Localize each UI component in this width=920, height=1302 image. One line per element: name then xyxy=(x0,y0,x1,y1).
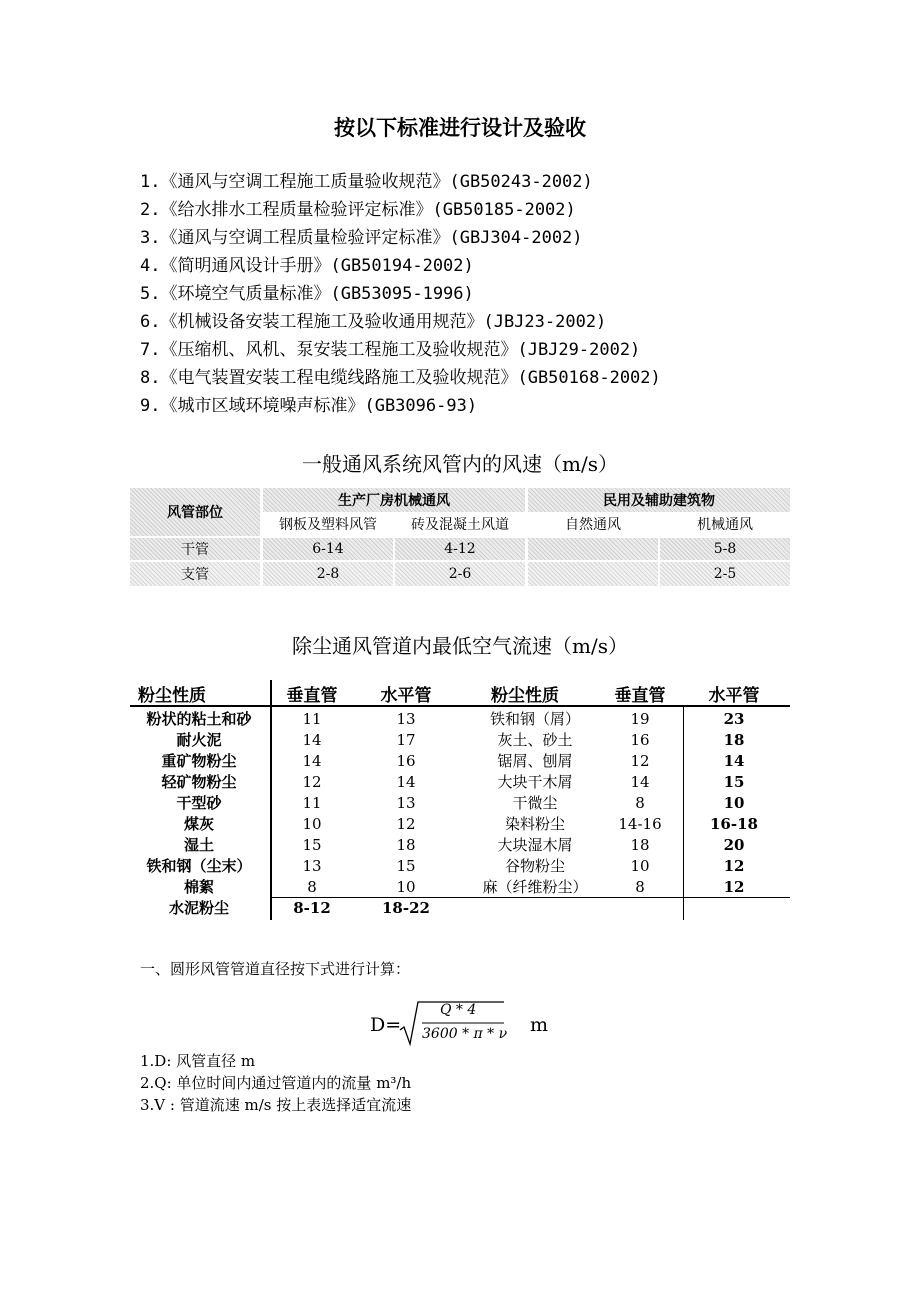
velocity-cell: 12 xyxy=(396,814,416,833)
dust-type-cell xyxy=(460,897,610,918)
velocity-cell: 18 xyxy=(396,835,416,854)
list-item: 4.《简明通风设计手册》(GB50194-2002) xyxy=(140,256,474,276)
velocity-cell: 14 xyxy=(302,730,322,749)
velocity-cell: 18-22 xyxy=(382,898,430,917)
diameter-formula xyxy=(370,996,620,1056)
table-row xyxy=(130,729,790,750)
velocity-cell: 23 xyxy=(723,709,745,728)
dust-type-cell: 干型砂 xyxy=(176,794,222,812)
table-row xyxy=(130,792,790,813)
table-cell: 2-5 xyxy=(660,562,790,586)
sub-header: 砖及混凝土风道 xyxy=(411,517,509,533)
velocity-cell: 15 xyxy=(396,856,416,875)
velocity-cell: 16 xyxy=(396,751,416,770)
list-item: 8.《电气装置安装工程电缆线路施工及验收规范》(GB50168-2002) xyxy=(140,368,661,388)
list-item: 9.《城市区域环境噪声标准》(GB3096-93) xyxy=(140,396,478,416)
table-row xyxy=(130,876,790,897)
velocity-cell: 12 xyxy=(630,751,650,770)
dust-type-cell: 谷物粉尘 xyxy=(504,857,565,875)
velocity-cell: 12 xyxy=(302,772,322,791)
dust-type-cell: 耐火泥 xyxy=(176,731,222,749)
dust-type-cell: 轻矿物粉尘 xyxy=(161,773,237,791)
standards-list xyxy=(140,168,661,420)
list-item: 2.《给水排水工程质量检验评定标准》(GB50185-2002) xyxy=(140,200,576,220)
velocity-cell: 14 xyxy=(723,751,745,770)
table-row xyxy=(130,750,790,771)
table-cell: 5-8 xyxy=(660,538,790,560)
velocity-cell: 15 xyxy=(302,835,322,854)
definition-item: 3.V : 管道流速 m/s 按上表选择适宜流速 xyxy=(140,1096,412,1114)
variable-definitions xyxy=(140,1050,411,1116)
definition-item: 1.D: 风管直径 m xyxy=(140,1052,256,1070)
table-row xyxy=(130,834,790,855)
sub-header: 自然通风 xyxy=(565,517,621,533)
header-cell: 水平管 xyxy=(708,685,760,706)
list-item: 1.《通风与空调工程施工质量验收规范》(GB50243-2002) xyxy=(140,172,593,192)
velocity-cell: 12 xyxy=(723,877,745,896)
list-item: 3.《通风与空调工程质量检验评定标准》(GBJ304-2002) xyxy=(140,228,583,248)
table-row xyxy=(130,708,790,729)
velocity-cell: 12 xyxy=(723,856,745,875)
definition-item: 2.Q: 单位时间内通过管道内的流量 m³/h xyxy=(140,1074,412,1092)
table-cell: 6-14 xyxy=(263,538,393,560)
formula-unit: m xyxy=(530,1014,549,1036)
velocity-cell: 10 xyxy=(723,793,745,812)
velocity-cell: 14 xyxy=(396,772,416,791)
calc-heading: 一、圆形风管管道直径按下式进行计算： xyxy=(140,960,411,978)
velocity-cell: 10 xyxy=(396,877,416,896)
dust-type-cell: 大块湿木屑 xyxy=(497,836,573,854)
velocity-cell: 14 xyxy=(302,751,322,770)
velocity-cell: 13 xyxy=(396,709,416,728)
velocity-cell: 11 xyxy=(302,709,322,728)
velocity-cell xyxy=(600,897,680,918)
velocity-cell: 19 xyxy=(630,709,650,728)
velocity-cell: 8 xyxy=(635,877,645,896)
velocity-cell: 8-12 xyxy=(293,898,331,917)
velocity-cell: 16 xyxy=(630,730,650,749)
duct-velocity-table xyxy=(130,488,790,588)
velocity-cell: 20 xyxy=(723,835,745,854)
velocity-cell: 14-16 xyxy=(618,814,662,833)
dust-type-cell: 粉状的粘土和砂 xyxy=(146,710,252,728)
table-cell: 4-12 xyxy=(395,538,525,560)
table-row xyxy=(130,771,790,792)
header-cell: 垂直管 xyxy=(614,685,666,706)
velocity-cell xyxy=(694,897,774,918)
velocity-cell: 17 xyxy=(396,730,416,749)
velocity-cell: 10 xyxy=(630,856,650,875)
dust-type-cell: 麻（纤维粉尘） xyxy=(482,878,588,896)
velocity-cell: 18 xyxy=(723,730,745,749)
dust-type-cell: 湿土 xyxy=(183,836,214,854)
dust-type-cell: 染料粉尘 xyxy=(504,815,565,833)
velocity-cell: 11 xyxy=(302,793,322,812)
row-part: 干管 xyxy=(130,538,260,560)
list-item: 7.《压缩机、风机、泵安装工程施工及验收规范》(JBJ29-2002) xyxy=(140,340,641,360)
row-part: 支管 xyxy=(130,562,260,586)
velocity-cell: 16-18 xyxy=(710,814,758,833)
list-item: 6.《机械设备安装工程施工及验收通用规范》(JBJ23-2002) xyxy=(140,312,607,332)
velocity-cell: 15 xyxy=(723,772,745,791)
dust-type-cell: 干微尘 xyxy=(512,794,558,812)
formula-lhs: D= xyxy=(370,1014,402,1036)
header-cell: 粉尘性质 xyxy=(491,685,559,706)
header-rule xyxy=(130,705,790,707)
table-cell xyxy=(528,538,658,560)
table-cell: 2-6 xyxy=(395,562,525,586)
dust-type-cell: 铁和钢（屑） xyxy=(489,710,580,728)
dust-type-cell: 重矿物粉尘 xyxy=(161,752,237,770)
list-item: 5.《环境空气质量标准》(GB53095-1996) xyxy=(140,284,474,304)
table-cell xyxy=(528,562,658,586)
velocity-cell: 10 xyxy=(302,814,322,833)
header-group2: 民用及辅助建筑物 xyxy=(528,488,790,512)
table-row xyxy=(130,813,790,834)
sub-header: 机械通风 xyxy=(697,517,753,533)
dust-type-cell: 煤灰 xyxy=(183,815,214,833)
dust-type-cell: 水泥粉尘 xyxy=(168,899,229,917)
velocity-cell: 14 xyxy=(630,772,650,791)
dust-type-cell: 棉絮 xyxy=(183,878,214,896)
table-row xyxy=(130,897,790,918)
header-group1: 生产厂房机械通风 xyxy=(263,488,525,512)
header-cell: 粉尘性质 xyxy=(138,685,206,706)
table2-caption: 除尘通风管道内最低空气流速（m/s） xyxy=(292,634,628,658)
dust-type-cell: 铁和钢（尘末） xyxy=(146,857,252,875)
header-part: 风管部位 xyxy=(130,488,260,536)
dust-type-cell: 大块干木屑 xyxy=(497,773,573,791)
table1-caption: 一般通风系统风管内的风速（m/s） xyxy=(302,452,618,476)
velocity-cell: 13 xyxy=(396,793,416,812)
velocity-cell: 13 xyxy=(302,856,322,875)
formula-numerator: Q * 4 xyxy=(440,1002,477,1018)
table-cell: 2-8 xyxy=(263,562,393,586)
table-row xyxy=(130,855,790,876)
header-cell: 水平管 xyxy=(380,685,432,706)
header-cell: 垂直管 xyxy=(286,685,338,706)
dust-velocity-table xyxy=(130,680,790,920)
sub-header: 钢板及塑料风管 xyxy=(279,517,377,533)
velocity-cell: 8 xyxy=(635,793,645,812)
formula-denominator: 3600 * π * ν xyxy=(422,1026,508,1042)
dust-type-cell: 锯屑、刨屑 xyxy=(497,752,573,770)
page-title: 按以下标准进行设计及验收 xyxy=(334,115,586,140)
velocity-cell: 8 xyxy=(307,877,317,896)
velocity-cell: 18 xyxy=(630,835,650,854)
dust-type-cell: 灰土、砂土 xyxy=(497,731,573,749)
